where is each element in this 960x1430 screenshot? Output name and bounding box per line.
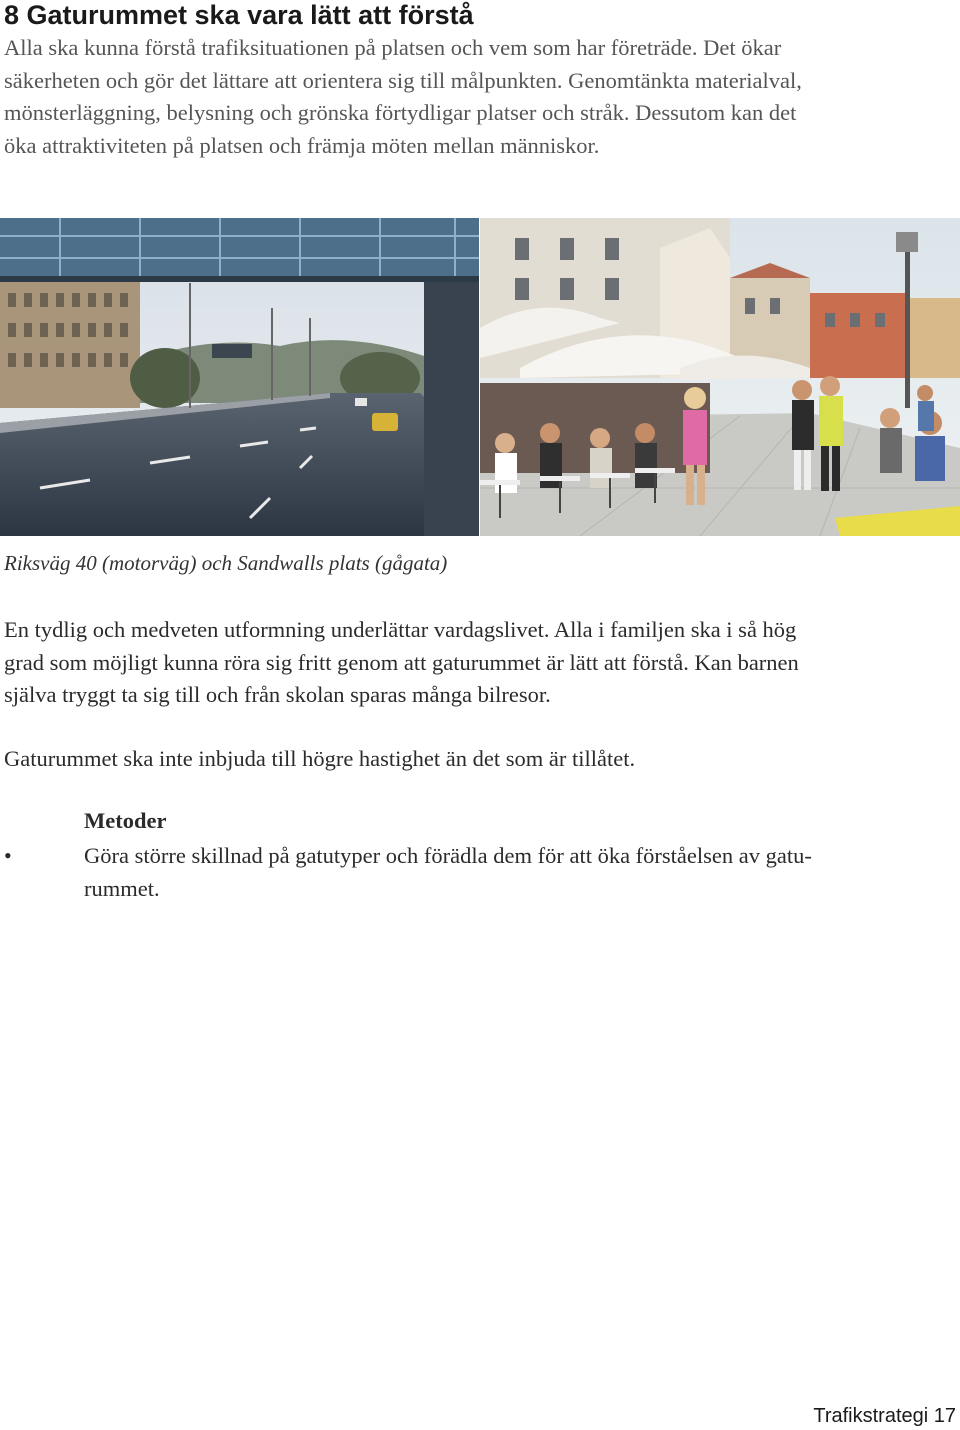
methods-heading: Metoder [84, 808, 167, 833]
pedestrian-street-photo [480, 218, 960, 536]
body-line: En tydlig och medveten utformning underlättar vardagslivet. Alla i familjen ska i så hög [4, 617, 797, 642]
intro-line: öka attraktiviteten på platsen och främja möten mellan människor. [4, 132, 600, 158]
intro-line: Alla ska kunna förstå trafiksituationen på platsen och vem som har företräde. Det ökar [4, 35, 782, 60]
bullet-marker: • [4, 843, 12, 868]
methods-item-line: Göra större skillnad på gatutyper och förädla dem för att öka förståelsen av gatu- [84, 843, 812, 868]
methods-item [84, 840, 944, 905]
intro-line: säkerheten och gör det lättare att orientera sig till målpunkten. Genomtänkta materialval, [4, 67, 802, 93]
figure-caption: Riksväg 40 (motorväg) och Sandwalls plats (gågata) [4, 551, 448, 575]
page-footer: Trafikstrategi 17 [813, 1405, 956, 1427]
speed-statement: Gaturummet ska inte inbjuda till högre hastighet än det som är tillåtet. [4, 746, 636, 771]
body-line: själva tryggt ta sig till och från skolan sparas många bilresor. [4, 682, 551, 707]
intro-paragraph [4, 32, 944, 162]
body-line: grad som möjligt kunna röra sig fritt genom att gaturummet är lätt att förstå. Kan barnen [4, 649, 799, 675]
body-paragraph [4, 614, 944, 712]
motorway-photo [0, 218, 479, 536]
methods-item-line: rummet. [84, 875, 160, 901]
intro-line: mönsterläggning, belysning och grönska förtydligar platser och stråk. Dessutom kan det [4, 100, 797, 125]
page-title: 8 Gaturummet ska vara lätt att förstå [4, 0, 474, 30]
